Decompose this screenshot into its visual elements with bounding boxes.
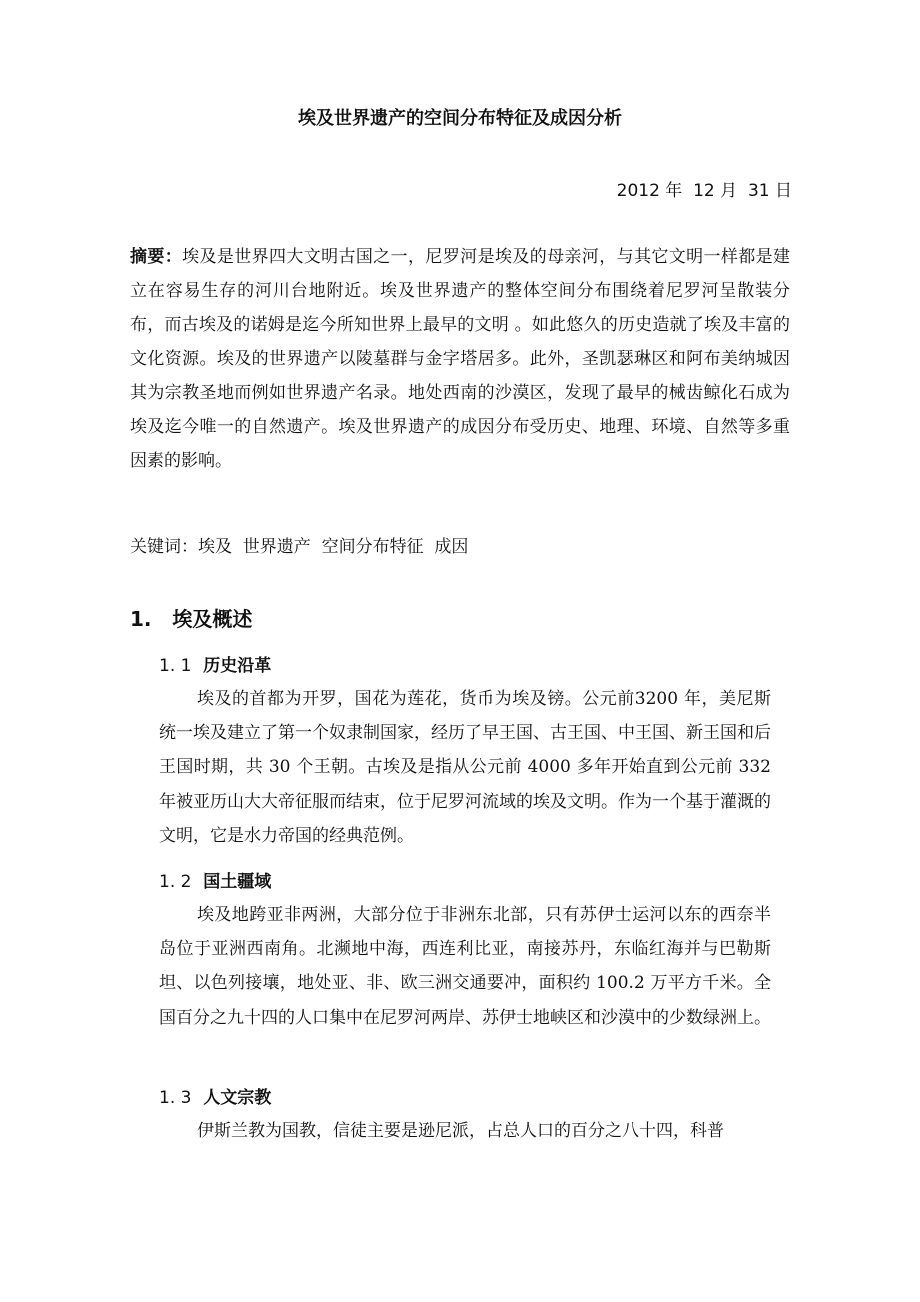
section-heading: 1. 埃及概述 (130, 607, 253, 631)
document-title: 埃及世界遗产的空间分布特征及成因分析 (298, 108, 622, 129)
subsection-heading-territory (159, 867, 271, 892)
subsection-number: 1. 2 (159, 872, 192, 892)
subsection-heading-history (159, 651, 271, 676)
paragraph-territory: 埃及地跨亚非两洲，大部分位于非洲东北部，只有苏伊士运河以东的西奈半岛位于亚洲西南角。北濒地中海，西连利比亚，南接苏丹，东临红海并与巴勒斯坦、以色列接壤，地处亚、非、欧三洲交通要冲，面积约 100.2 万平方千米。全国百分之九十四的人口集中在尼罗河两岸、苏伊士地峡区和沙漠中的少数绿洲上。 (159, 905, 771, 1028)
subsection-title: 人文宗教 (203, 1088, 272, 1108)
subsection-title: 历史沿革 (203, 656, 272, 676)
keywords-label: 关键词： (130, 537, 198, 557)
paragraph-religion: 伊斯兰教为国教，信徒主要是逊尼派，占总人口的百分之八十四，科普 (197, 1121, 724, 1141)
abstract-paragraph (130, 240, 790, 478)
keywords-line (130, 530, 790, 564)
subsection-number: 1. 3 (159, 1088, 192, 1108)
subsection-title: 国土疆域 (203, 872, 272, 892)
document-date: 2012 年 12 月 31 日 (616, 181, 792, 201)
subsection-number: 1. 1 (159, 656, 192, 676)
subsection-heading-religion (159, 1083, 271, 1108)
abstract-label: 摘要： (130, 247, 183, 267)
paragraph-history: 埃及的首都为开罗，国花为莲花，货币为埃及镑。公元前3200 年，美尼斯统一埃及建立了第一个奴隶制国家，经历了早王国、古王国、中王国、新王国和后王国时期，共 30 个王朝。古埃及是指从公元前 4000 多年开始直到公元前 332 年被亚历山大大帝征服而结束，位于尼罗河流域的埃及文明。作为一个基于灌溉的文明，它是水力帝国的经典范例。 (159, 689, 771, 846)
abstract-text: 埃及是世界四大文明古国之一，尼罗河是埃及的母亲河，与其它文明一样都是建立在容易生存的河川台地附近。埃及世界遗产的整体空间分布围绕着尼罗河呈散装分布，而古埃及的诺姆是迄今所知世界上最早的文明 。如此悠久的历史造就了埃及丰富的文化资源。埃及的世界遗产以陵墓群与金字塔居多。此外，圣凯瑟琳区和阿布美纳城因其为宗教圣地而例如世界遗产名录。地处西南的沙漠区，发现了最早的械齿鲸化石成为埃及迄今唯一的自然遗产。埃及世界遗产的成因分布受历史、地理、环境、自然等多重因素的影响。 (130, 247, 791, 471)
keywords-text: 埃及 世界遗产 空间分布特征 成因 (198, 537, 469, 557)
